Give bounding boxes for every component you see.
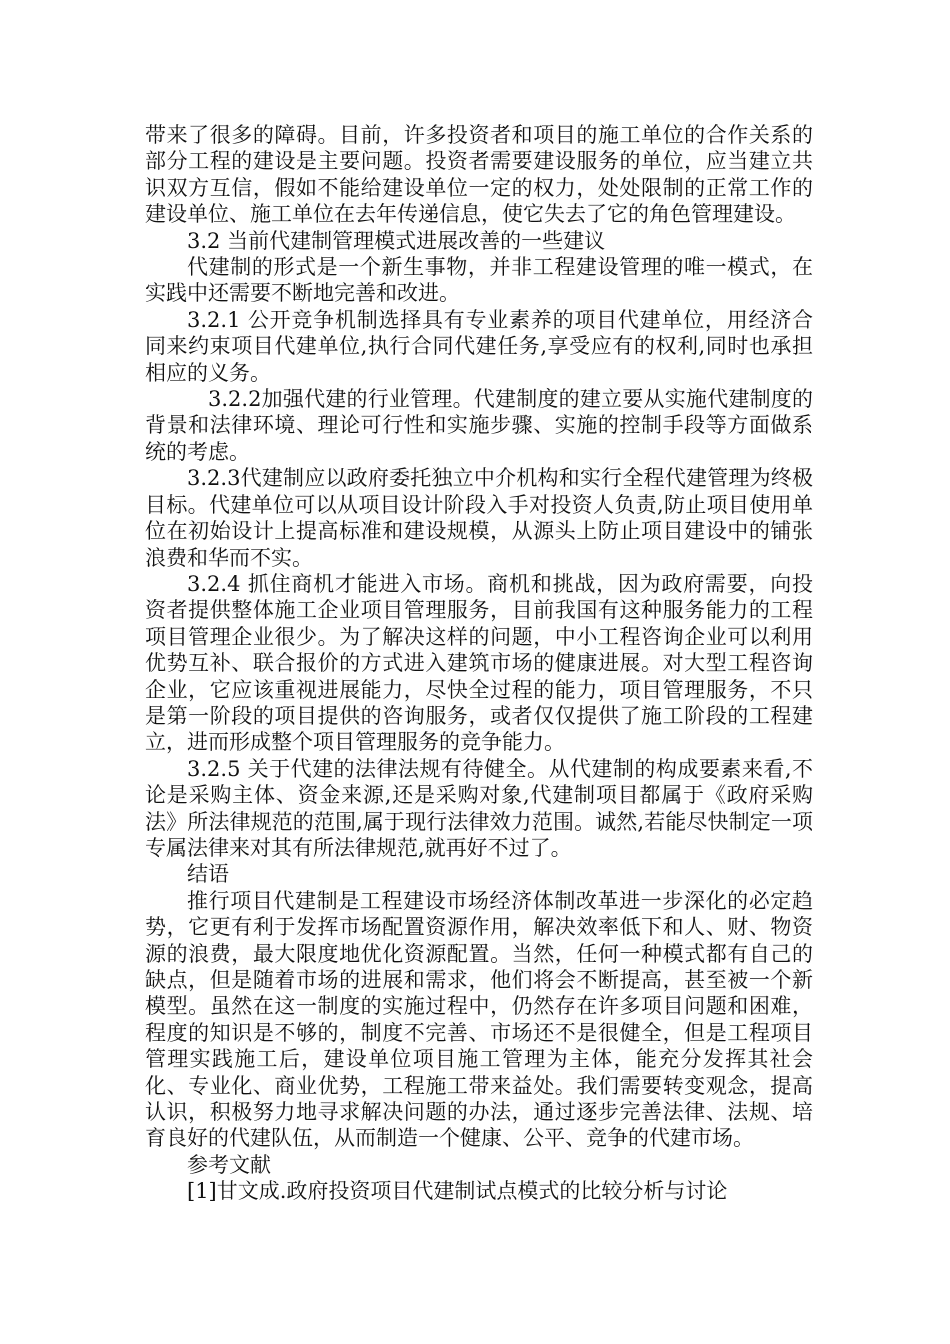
section-heading-3-2: 3.2 当前代建制管理模式进展改善的一些建议 — [187, 228, 606, 253]
document-body — [145, 122, 813, 1205]
paragraph-intro: 代建制的形式是一个新生事物，并非工程建设管理的唯一模式，在实践中还需要不断地完善和改进。 — [145, 255, 813, 306]
paragraph-3-2-3: 3.2.3代建制应以政府委托独立中介机构和实行全程代建管理为终极目标。代建单位可以从项目设计阶段入手对投资人负责,防止项目使用单位在初始设计上提高标准和建设规模，从源头上防止项目建设中的铺张浪费和华而不实。 — [145, 466, 813, 570]
paragraph-continuation: 带来了很多的障碍。目前，许多投资者和项目的施工单位的合作关系的部分工程的建设是主要问题。投资者需要建设服务的单位，应当建立共识双方互信，假如不能给建设单位一定的权力，处处限制的正常工作的建设单位、施工单位在去年传递信息，使它失去了它的角色管理建设。 — [145, 123, 813, 227]
reference-item: [1]甘文成.政府投资项目代建制试点模式的比较分析与讨论 — [187, 1179, 728, 1204]
paragraph-3-2-4: 3.2.4 抓住商机才能进入市场。商机和挑战，因为政府需要，向投资者提供整体施工企业项目管理服务，目前我国有这种服务能力的工程项目管理企业很少。为了解决这样的问题，中小工程咨询企业可以利用优势互补、联合报价的方式进入建筑市场的健康进展。对大型工程咨询企业，它应该重视进展能力，尽快全过程的能力，项目管理服务，不只是第一阶段的项目提供的咨询服务，或者仅仅提供了施工阶段的工程建立，进而形成整个项目管理服务的竞争能力。 — [145, 571, 813, 755]
paragraph-3-2-1: 3.2.1 公开竞争机制选择具有专业素养的项目代建单位，用经济合同来约束项目代建单位,执行合同代建任务,享受应有的权利,同时也承担相应的义务。 — [145, 307, 813, 385]
paragraph-3-2-5: 3.2.5 关于代建的法律法规有待健全。从代建制的构成要素来看,不论是采购主体、资金来源,还是采购对象,代建制项目都属于《政府采购法》所法律规范的范围,属于现行法律效力范围。诚然,若能尽快制定一项专属法律来对其有所法律规范,就再好不过了。 — [145, 756, 814, 860]
section-heading-references: 参考文献 — [187, 1152, 271, 1177]
paragraph-conclusion: 推行项目代建制是工程建设市场经济体制改革进一步深化的必定趋势，它更有利于发挥市场配置资源作用，解决效率低下和人、财、物资源的浪费，最大限度地优化资源配置。当然，任何一种模式都有自己的缺点，但是随着市场的进展和需求，他们将会不断提高，甚至被一个新模型。虽然在这一制度的实施过程中，仍然存在许多项目问题和困难，程度的知识是不够的，制度不完善、市场还不是很健全，但是工程项目管理实践施工后，建设单位项目施工管理为主体，能充分发挥其社会化、专业化、商业优势，工程施工带来益处。我们需要转变观念，提高认识，积极努力地寻求解决问题的办法，通过逐步完善法律、法规、培育良好的代建队伍，从而制造一个健康、公平、竞争的代建市场。 — [145, 888, 813, 1151]
section-heading-conclusion: 结语 — [187, 862, 229, 887]
paragraph-3-2-2: 3.2.2加强代建的行业管理。代建制度的建立要从实施代建制度的背景和法律环境、理论可行性和实施步骤、实施的控制手段等方面做系统的考虑。 — [145, 387, 813, 464]
